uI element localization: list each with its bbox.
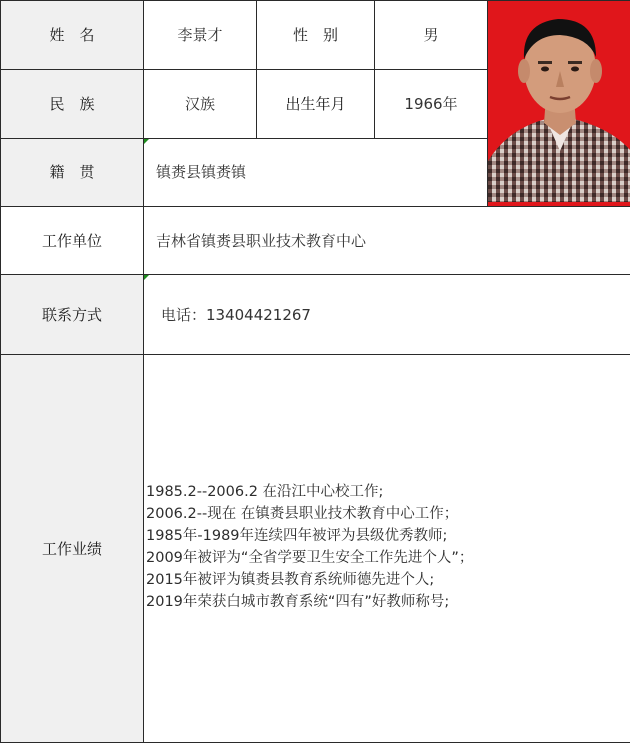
- ethnicity-label: 民 族: [1, 70, 144, 138]
- name-value: 李景才: [144, 1, 257, 70]
- performance-item: 1985年-1989年连续四年被评为县级优秀教师;: [146, 525, 630, 547]
- contact-label: 联系方式: [1, 275, 144, 355]
- ethnicity-value: 汉族: [144, 70, 257, 138]
- photo-cell: [488, 1, 630, 207]
- contact-value: 电话：13404421267: [144, 275, 630, 355]
- performance-item: 2006.2--现在 在镇赉县职业技术教育中心工作；: [146, 503, 630, 525]
- performance-list: [144, 355, 630, 613]
- gender-value: 男: [375, 1, 488, 70]
- performance-item: 2015年被评为镇赉县教育系统师德先进个人;: [146, 569, 630, 591]
- workplace-label: 工作单位: [1, 207, 144, 275]
- performance-item: 2019年荣获白城市教育系统“四有”好教师称号;: [146, 591, 630, 613]
- birth-value: 1966年: [375, 70, 488, 138]
- workplace-value: 吉林省镇赉县职业技术教育中心: [144, 207, 630, 275]
- portrait-photo-icon: [488, 1, 630, 206]
- performance-label: 工作业绩: [1, 355, 144, 743]
- name-label: 姓 名: [1, 1, 144, 70]
- birth-label: 出生年月: [257, 70, 375, 138]
- performance-item: 1985.2--2006.2 在沿江中心校工作;: [146, 481, 630, 503]
- performance-item: 2009年被评为“全省学要卫生安全工作先进个人”；: [146, 547, 630, 569]
- gender-label: 性 别: [257, 1, 375, 70]
- native-place-value: 镇赉县镇赉镇: [144, 138, 488, 206]
- native-place-label: 籍 贯: [1, 138, 144, 206]
- performance-cell: [144, 355, 630, 743]
